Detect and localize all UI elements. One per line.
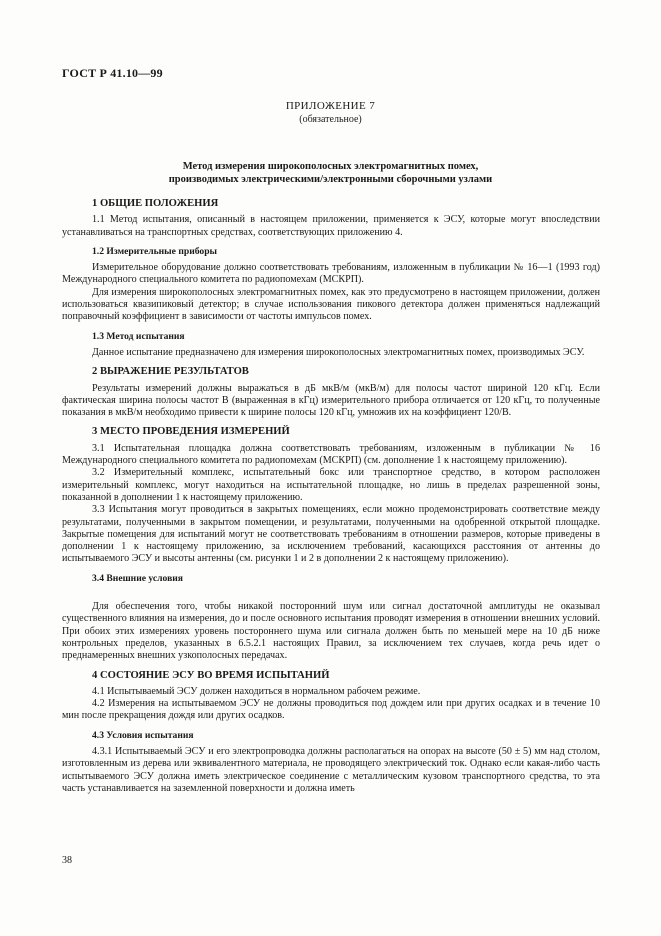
document-title xyxy=(0,160,661,186)
section-1-heading: 1 ОБЩИЕ ПОЛОЖЕНИЯ xyxy=(92,198,219,209)
section-3-4-heading: 3.4 Внешние условия xyxy=(92,572,183,584)
page-number: 38 xyxy=(62,855,72,866)
paragraph-1-2-a: Измерительное оборудование должно соответствовать требованиям, изложенным в публикации № 16—1 (1993 год) Международного специального комитета по радиопомехам (МСКРП). xyxy=(62,262,600,286)
section-1-2-heading: 1.2 Измерительные приборы xyxy=(92,245,218,257)
paragraph-4-2: 4.2 Измерения на испытываемом ЭСУ не должны проводиться под дождем или при других осадках и в течение 10 мин после прекращения дождя или других осадков. xyxy=(62,698,600,722)
paragraph-3-2: 3.2 Измерительный комплекс, испытательный бокс или транспортное средство, в котором расположен измерительный комплекс, могут находиться на испытательной площадке, но лишь в пределах разрешенной зоны, показанной в дополнении 1 к настоящему приложению. xyxy=(62,467,600,503)
paragraph-2: Результаты измерений должны выражаться в дБ мкВ/м (мкВ/м) для полосы частот шириной 120 кГц. Если фактическая ширина полосы частот B (выраженная в кГц) измерительного прибора отличается от 120 кГц, то полученные показания в мкВ/м необходимо привести к ширине полосы 120 кГц, умножив их на коэффициент 120/B. xyxy=(62,382,600,419)
appendix-status: (обязательное) xyxy=(299,114,362,125)
paragraph-3-1: 3.1 Испытательная площадка должна соответствовать требованиям, изложенным в публикации № 16 Международного специального комитета по радиопомехам (МСКРП) (см. дополнение 1 к настоящему приложению). xyxy=(62,442,600,467)
section-2-heading: 2 ВЫРАЖЕНИЕ РЕЗУЛЬТАТОВ xyxy=(92,366,249,378)
paragraph-3-4: Для обеспечения того, чтобы никакой посторонний шум или сигнал достаточной амплитуды не оказывал существенного влияния на измерения, до и после основного испытания проводят измерения в отношении внешних условий. При обоих этих измерениях уровень постороннего шума или сигнала должен быть по меньшей мере на 10 дБ ниже контрольных пределов, указанных в 6.5.2.1 настоящих Правил, за исключением тех случаев, когда речь идет о преднамеренных внешних узкополосных передачах. xyxy=(62,601,600,662)
appendix-label: ПРИЛОЖЕНИЕ 7 xyxy=(285,100,376,112)
paragraph-3-3: 3.3 Испытания могут проводиться в закрытых помещениях, если можно продемонстрировать соответствие между результатами, полученными в закрытом помещении, и результатами, полученными на одобренной открытой площадке. Закрытые помещения для испытаний могут не соответствовать требованиям в отношении размеров, которые приведены в дополнении 1 к настоящему приложению, за исключением требований, касающихся расстояния от антенны до испытываемого ЭСУ и высоты антенны (см. рисунки 1 и 2 в дополнении 2 к настоящему приложению). xyxy=(62,504,600,565)
paragraph-1-3: Данное испытание предназначено для измерения широкополосных электромагнитных помех, производимых ЭСУ. xyxy=(92,346,585,358)
section-3-heading: 3 МЕСТО ПРОВЕДЕНИЯ ИЗМЕРЕНИЙ xyxy=(92,426,290,438)
paragraph-1-1: 1.1 Метод испытания, описанный в настоящем приложении, применяется к ЭСУ, которые могут впоследствии устанавливаться на транспортных средствах, соответствующих приложению 4. xyxy=(62,214,600,238)
paragraph-1-2-b: Для измерения широкополосных электромагнитных помех, как это предусмотрено в настоящем приложении, должен использоваться квазипиковый детектор; в случае использования пикового детектора должен применяться надлежащий поправочный коэффициент в зависимости от частоты импульсов помех. xyxy=(62,286,600,323)
section-4-heading: 4 СОСТОЯНИЕ ЭСУ ВО ВРЕМЯ ИСПЫТАНИЙ xyxy=(92,669,330,681)
section-4-3-heading: 4.3 Условия испытания xyxy=(92,729,194,741)
title-line-2: производимых электрическими/электронными сборочными узлами xyxy=(168,174,493,185)
document-code: ГОСТ Р 41.10—99 xyxy=(62,66,163,80)
paragraph-4-1: 4.1 Испытываемый ЭСУ должен находиться в нормальном рабочем режиме. xyxy=(92,685,421,697)
paragraph-4-3-1: 4.3.1 Испытываемый ЭСУ и его электропроводка должны располагаться на опорах на высоте (50 ± 5) мм над столом, изготовленным из дерева или эквивалентного материала, не проводящего электрический ток. Однако если какая-либо часть испытываемого ЭСУ должна иметь электрическое соединение с металлическим кузовом транспортного средства, то эта часть устанавливается на заземленной поверхности и должна иметь xyxy=(62,745,600,794)
document-body xyxy=(62,198,600,795)
section-1-3-heading: 1.3 Метод испытания xyxy=(92,330,185,342)
title-line-1: Метод измерения широкополосных электромагнитных помех, xyxy=(182,161,479,172)
